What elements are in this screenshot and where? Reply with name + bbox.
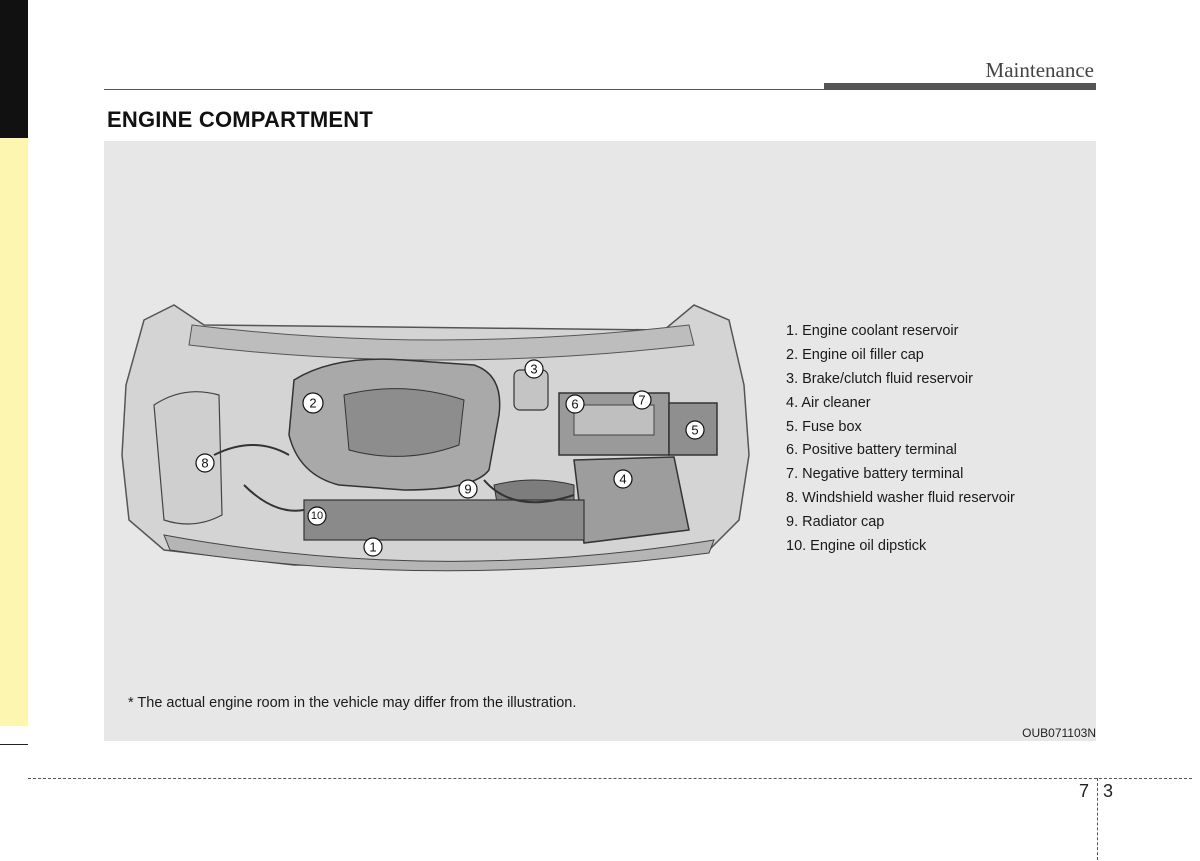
- legend-item: 4. Air cleaner: [786, 394, 871, 411]
- callout-2: [303, 393, 323, 413]
- svg-text:7: 7: [638, 392, 646, 408]
- callout-6: [566, 395, 584, 413]
- legend-item: 5. Fuse box: [786, 418, 862, 435]
- chapter-tab-dark: [0, 0, 28, 138]
- section-title: Maintenance: [985, 58, 1094, 82]
- header-rule-thin: [104, 89, 824, 90]
- callout-4: [614, 470, 632, 488]
- footer-dashed-rule: [28, 778, 1192, 779]
- callout-9: [459, 480, 477, 498]
- legend-item: 7. Negative battery terminal: [786, 466, 964, 483]
- component-legend: [786, 320, 1015, 559]
- page-number-divider: [1097, 778, 1098, 860]
- callout-5: [686, 421, 704, 439]
- chapter-number: 7: [1079, 781, 1090, 801]
- legend-item: 6. Positive battery terminal: [786, 442, 957, 459]
- legend-item: 1. Engine coolant reservoir: [786, 323, 959, 339]
- callout-8: [196, 454, 214, 472]
- figure-footnote: * The actual engine room in the vehicle may differ from the illustration.: [128, 695, 577, 711]
- tab-divider: [0, 744, 28, 745]
- svg-text:5: 5: [691, 422, 699, 438]
- svg-text:9: 9: [464, 481, 472, 497]
- callout-1: [364, 538, 382, 556]
- svg-text:4: 4: [619, 471, 627, 487]
- header-rule-thick: [824, 83, 1096, 90]
- legend-item: 8. Windshield washer fluid reservoir: [786, 490, 1015, 507]
- callout-7: [633, 391, 651, 409]
- chapter-tab-highlight: [0, 138, 28, 726]
- callout-10: [308, 507, 326, 525]
- callout-3: [525, 360, 543, 378]
- svg-text:2: 2: [309, 395, 317, 411]
- legend-item: 9. Radiator cap: [786, 514, 885, 531]
- page-number: 3: [1103, 781, 1114, 801]
- engine-compartment-illustration: [104, 285, 772, 607]
- legend-item: 10. Engine oil dipstick: [786, 538, 927, 555]
- legend-item: 3. Brake/clutch fluid reservoir: [786, 370, 973, 387]
- image-code: OUB071103N: [1022, 726, 1096, 740]
- svg-text:8: 8: [201, 455, 209, 471]
- svg-text:1: 1: [369, 539, 377, 555]
- svg-text:6: 6: [571, 396, 579, 412]
- svg-text:3: 3: [530, 361, 538, 377]
- page-heading: ENGINE COMPARTMENT: [107, 107, 373, 132]
- legend-item: 2. Engine oil filler cap: [786, 346, 924, 363]
- svg-text:10: 10: [310, 510, 324, 522]
